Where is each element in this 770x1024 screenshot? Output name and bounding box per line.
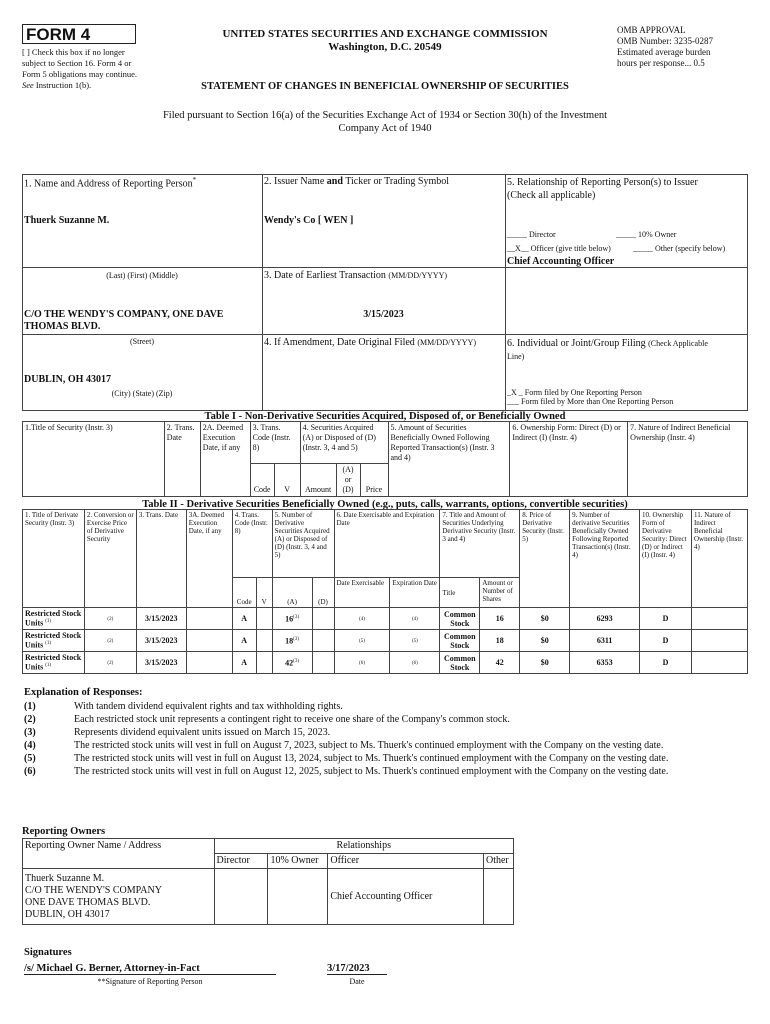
t2-cell-title: [440, 630, 480, 652]
box2-label-post: Ticker or Trading Symbol: [345, 176, 450, 187]
t2-cell-exp: [390, 652, 440, 674]
box6-label-hint: (Check Applicable: [648, 339, 708, 348]
box6-label: [507, 337, 745, 363]
t2-code: A: [241, 635, 248, 645]
t2-owned: 6293: [596, 613, 613, 623]
t1-sub-aord: (A) or (D): [336, 464, 360, 497]
ten-pct-check: _____ 10% Owner: [616, 230, 677, 239]
t2-exer-footnote: (5): [359, 638, 365, 644]
table2-title: Table II - Derivative Securities Beneficially Owned (e.g., puts, calls, warrants, options, convertible securities): [142, 499, 628, 510]
t2-title: Common Stock: [444, 631, 476, 650]
reporting-owners-table: [22, 838, 514, 925]
check-box-instr: Instruction 1(b).: [35, 80, 92, 90]
t2-col-form: 10. Ownership Form of Derivative Security: Direct (D) or Indirect (I) (Instr. 4): [640, 510, 692, 608]
t2-cell-d: [312, 608, 334, 630]
t2-col-number: 5. Number of Derivative Securities Acquired (A) or Disposed of (D) (Instr. 3, 4 and 5): [272, 510, 334, 578]
footnote-number: (1): [24, 701, 36, 712]
t2-cell-date: [136, 652, 186, 674]
t2-date: 3/15/2023: [145, 635, 178, 645]
officer-check: __X__ Officer (give title below): [507, 244, 611, 253]
footnote-text: The restricted stock units will vest in full on August 12, 2025, subject to Ms. Thuerk's continued employment with the Company on the vesting date.: [74, 766, 669, 777]
t1-col-date: 2. Trans. Date: [164, 422, 200, 497]
t2-cell-amount: [480, 630, 520, 652]
t2-col-underlying: 7. Title and Amount of Securities Underlying Derivative Security (Instr. 3 and 4): [440, 510, 520, 578]
signature-date: 3/17/2023: [327, 963, 387, 975]
t2-cell-d: [312, 652, 334, 674]
signer-caption: **Signature of Reporting Person: [97, 977, 203, 986]
t2-cell-exer: [334, 608, 390, 630]
t2-cell-form: [640, 652, 692, 674]
t2-sub-code: Code: [232, 578, 256, 608]
t2-cell-conv: [84, 652, 136, 674]
form-title: FORM 4: [22, 24, 136, 44]
t2-sub-d: (D): [312, 578, 334, 608]
box2-label: [264, 176, 449, 187]
t2-col-code: 4. Trans. Code (Instr. 8): [232, 510, 272, 578]
footnote-number: (6): [24, 766, 36, 777]
box3-label-text: 3. Date of Earliest Transaction: [264, 270, 386, 281]
t2-price: $0: [540, 635, 549, 645]
table1-title: Table I - Non-Derivative Securities Acquired, Disposed of, or Beneficially Owned: [204, 411, 566, 422]
t2-cell-amount: [480, 652, 520, 674]
t2-price: $0: [540, 613, 549, 623]
footnote-text: The restricted stock units will vest in full on August 13, 2024, subject to Ms. Thuerk's continued employment with the Company on the vesting date.: [74, 753, 669, 764]
t1-sub-price: Price: [360, 464, 388, 497]
box4-label-text: 4. If Amendment, Date Original Filed: [264, 337, 415, 348]
omb-burden: Estimated average burden: [617, 47, 711, 57]
box2-label-and: and: [326, 176, 343, 187]
ro-other-cell: [483, 869, 513, 925]
ro-col-officer: Officer: [328, 854, 484, 869]
explanations-heading: Explanation of Responses:: [24, 687, 143, 698]
reporting-person-street: C/O THE WENDY'S COMPANY, ONE DAVE THOMAS BLVD.: [24, 309, 224, 332]
t2-col-exercise: 6. Date Exercisable and Expiration Date: [334, 510, 440, 578]
t2-security-footnote: (1): [45, 640, 52, 646]
t2-col-date: 3. Trans. Date: [136, 510, 186, 608]
ro-owner-line3: ONE DAVE THOMAS BLVD.: [25, 896, 151, 908]
ro-col-director: Director: [214, 854, 268, 869]
t1-col-code: 3. Trans. Code (Instr. 8): [250, 422, 300, 464]
statement-title: STATEMENT OF CHANGES IN BENEFICIAL OWNERSHIP OF SECURITIES: [201, 81, 569, 92]
reporting-person-city: DUBLIN, OH 43017: [24, 374, 111, 385]
t2-amount: 16: [495, 613, 504, 623]
list-item: [24, 726, 746, 739]
signatures-heading: Signatures: [24, 947, 72, 958]
t1-col-title: 1.Title of Security (Instr. 3): [23, 422, 165, 497]
t2-cell-owned: [570, 652, 640, 674]
t2-form: D: [662, 657, 669, 667]
t2-cell-title: [440, 608, 480, 630]
footnote-text: Represents dividend equivalent units issued on March 15, 2023.: [74, 727, 331, 738]
t2-col-nature: 11. Nature of Indirect Beneficial Ownership (Instr. 4): [691, 510, 747, 608]
t2-amount-acquired: 42: [285, 658, 294, 668]
filing-option-group: ___ Form filed by More than One Reporting Person: [507, 397, 674, 406]
t2-exer-footnote: (6): [359, 660, 365, 666]
filed-pursuant: Filed pursuant to Section 16(a) of the Securities Exchange Act of 1934 or Section 30(h) of the Investment Company Act of 1940: [162, 110, 608, 134]
t2-date: 3/15/2023: [145, 613, 178, 623]
t2-cell-v: [256, 652, 272, 674]
t2-security-footnote: (1): [45, 662, 52, 668]
t2-exp-footnote: (6): [411, 660, 418, 666]
t2-cell-price: [520, 652, 570, 674]
signer-name: /s/ Michael G. Berner, Attorney-in-Fact: [24, 963, 276, 975]
footnote-text: The restricted stock units will vest in full on August 7, 2023, subject to Ms. Thuerk's continued employment with the Company on the vesting date.: [74, 740, 664, 751]
t2-security-footnote: (1): [45, 618, 52, 624]
t2-exp-footnote: (5): [411, 638, 418, 644]
street-hint: (Street): [130, 337, 154, 346]
t2-conv-footnote: (2): [107, 660, 114, 666]
t1-sub-amount: Amount: [300, 464, 336, 497]
t2-amount: 18: [495, 635, 504, 645]
t2-title: Common Stock: [444, 609, 476, 628]
box5-label-sub: (Check all applicable): [507, 190, 596, 201]
other-check: _____ Other (specify below): [633, 244, 726, 253]
t2-cell-form: [640, 608, 692, 630]
t2-cell-owned: [570, 608, 640, 630]
t2-amount: 42: [495, 657, 504, 667]
box2-label-pre: 2. Issuer Name: [264, 176, 325, 187]
box3-label-hint: (MM/DD/YYYY): [388, 271, 448, 280]
t2-security-name: Restricted Stock Units: [25, 630, 82, 650]
footnote-text: With tandem dividend equivalent rights and tax withholding rights.: [74, 701, 343, 712]
officer-title: Chief Accounting Officer: [507, 256, 615, 267]
t2-conv-footnote: (2): [107, 638, 114, 644]
t2-cell-date: [136, 630, 186, 652]
ro-col-name: Reporting Owner Name / Address: [23, 839, 215, 869]
table2-body: [23, 608, 748, 674]
box6-label-line: Line): [507, 352, 525, 361]
t2-cell-deemed: [186, 608, 232, 630]
t2-security-name: Restricted Stock Units: [25, 652, 82, 672]
t2-date: 3/15/2023: [145, 657, 178, 667]
ro-col-other: Other: [483, 854, 513, 869]
t2-sub-amount: Amount or Number of Shares: [480, 578, 520, 608]
t2-cell-a: [272, 630, 312, 652]
box3-label: [264, 270, 447, 281]
omb-hours: hours per response... 0.5: [617, 58, 705, 68]
box4-label: [264, 337, 476, 348]
omb-box: [617, 25, 757, 69]
t2-owned: 6353: [596, 657, 613, 667]
box1-label: [24, 176, 196, 189]
list-item: [24, 700, 746, 713]
t1-col-deemed: 2A. Deemed Execution Date, if any: [200, 422, 250, 497]
ro-owner-line2: C/O THE WENDY'S COMPANY: [25, 884, 162, 896]
t2-cell-sec: [23, 652, 85, 674]
footnote-number: (4): [24, 740, 36, 751]
box4-label-hint: (MM/DD/YYYY): [417, 338, 476, 347]
t2-cell-form: [640, 630, 692, 652]
omb-number: OMB Number: 3235-0287: [617, 36, 713, 46]
t2-sub-a: (A): [272, 578, 312, 608]
check-box-see: See: [22, 80, 34, 90]
box5-label-text: 5. Relationship of Reporting Person(s) to Issuer: [507, 177, 698, 188]
t1-col-nature: 7. Nature of Indirect Beneficial Ownership (Instr. 4): [628, 422, 748, 497]
box6-label-text: 6. Individual or Joint/Group Filing: [507, 338, 646, 349]
t1-sub-v: V: [274, 464, 300, 497]
t2-form: D: [662, 613, 669, 623]
explanations-list: [24, 700, 746, 778]
ro-owner-line1: Thuerk Suzanne M.: [25, 872, 105, 884]
t2-exp-footnote: (4): [411, 616, 418, 622]
director-check: _____ Director: [507, 230, 556, 239]
ro-col-relationships: Relationships: [214, 839, 513, 854]
footnote-number: (5): [24, 753, 36, 764]
t2-col-owned: 9. Number of derivative Securities Beneficially Owned Following Reported Transaction(s) (Instr. 4): [570, 510, 640, 608]
t1-col-acquired: 4. Securities Acquired (A) or Disposed of (D) (Instr. 3, 4 and 5): [300, 422, 388, 464]
t2-owned: 6311: [596, 635, 613, 645]
footnote-number: (2): [24, 714, 36, 725]
t2-sub-title: Title: [440, 578, 480, 608]
omb-approval: OMB APPROVAL: [617, 25, 686, 35]
t2-cell-a: [272, 608, 312, 630]
table-row: [23, 652, 748, 674]
t2-cell-code: [232, 630, 256, 652]
t2-col-title: 1. Title of Derivate Security (Instr. 3): [23, 510, 85, 608]
t2-conv-footnote: (2): [107, 616, 114, 622]
filing-option-one: _X _ Form filed by One Reporting Person: [507, 388, 642, 397]
t2-cell-v: [256, 608, 272, 630]
t2-cell-amount: [480, 608, 520, 630]
t2-amount-footnote: (3): [293, 614, 299, 620]
t2-cell-exer: [334, 630, 390, 652]
t2-cell-deemed: [186, 652, 232, 674]
box5-label: [507, 176, 745, 202]
check-box-notice: [22, 47, 150, 91]
t2-cell-d: [312, 630, 334, 652]
date-caption: Date: [349, 977, 365, 986]
t2-col-price: 8. Price of Derivative Security (Instr. 5): [520, 510, 570, 608]
t2-amount-footnote: (3): [293, 636, 299, 642]
t1-col-form: 6. Ownership Form: Direct (D) or Indirect (I) (Instr. 4): [510, 422, 628, 497]
table1: [22, 421, 748, 497]
t2-cell-code: [232, 652, 256, 674]
t2-cell-sec: [23, 630, 85, 652]
t2-col-conv: 2. Conversion or Exercise Price of Derivative Security: [84, 510, 136, 608]
t2-sub-expiration: Expiration Date: [390, 578, 440, 608]
earliest-transaction-date: 3/15/2023: [363, 309, 404, 320]
t1-sub-code: Code: [250, 464, 274, 497]
t2-cell-date: [136, 608, 186, 630]
t2-sub-exercisable: Date Exercisable: [334, 578, 390, 608]
t2-cell-a: [272, 652, 312, 674]
t2-amount-footnote: (3): [293, 658, 299, 664]
filer-info-grid: [22, 174, 748, 411]
reporting-person-name: Thuerk Suzanne M.: [24, 215, 110, 226]
ro-director-cell: [214, 869, 268, 925]
table-row: [23, 608, 748, 630]
t2-cell-code: [232, 608, 256, 630]
t2-cell-exp: [390, 630, 440, 652]
t2-code: A: [241, 657, 248, 667]
t2-cell-conv: [84, 608, 136, 630]
check-box-text: [ ] Check this box if no longer subject to Section 16. Form 4 or Form 5 obligations may continue.: [22, 47, 137, 79]
list-item: [24, 713, 746, 726]
ro-col-ten: 10% Owner: [268, 854, 328, 869]
t2-code: A: [241, 613, 248, 623]
t2-cell-owned: [570, 630, 640, 652]
t2-cell-price: [520, 630, 570, 652]
ro-owner-line4: DUBLIN, OH 43017: [25, 908, 110, 920]
list-item: [24, 739, 746, 752]
t2-cell-nature: [691, 608, 747, 630]
t2-cell-nature: [691, 652, 747, 674]
t2-amount-acquired: 18: [285, 636, 294, 646]
name-hint: (Last) (First) (Middle): [106, 271, 178, 280]
t2-amount-acquired: 16: [285, 614, 294, 624]
t2-cell-sec: [23, 608, 85, 630]
t2-col-deemed: 3A. Deemed Execution Date, if any: [186, 510, 232, 608]
footnote-number: (3): [24, 727, 36, 738]
t2-exer-footnote: (4): [359, 616, 365, 622]
box1-star: *: [192, 176, 197, 184]
t2-cell-nature: [691, 630, 747, 652]
t2-cell-v: [256, 630, 272, 652]
t2-form: D: [662, 635, 669, 645]
list-item: [24, 765, 746, 778]
t2-title: Common Stock: [444, 653, 476, 672]
t2-cell-price: [520, 608, 570, 630]
t2-price: $0: [540, 657, 549, 667]
t2-security-name: Restricted Stock Units: [25, 608, 82, 628]
t2-cell-title: [440, 652, 480, 674]
t2-cell-deemed: [186, 630, 232, 652]
ro-officer-cell: Chief Accounting Officer: [328, 869, 484, 925]
t2-cell-exp: [390, 608, 440, 630]
agency-name: UNITED STATES SECURITIES AND EXCHANGE COMMISSION: [222, 28, 548, 40]
agency-location: Washington, D.C. 20549: [328, 41, 442, 53]
t2-cell-conv: [84, 630, 136, 652]
city-hint: (City) (State) (Zip): [111, 389, 173, 398]
issuer-name: Wendy's Co [ WEN ]: [264, 215, 354, 226]
box1-label-text: 1. Name and Address of Reporting Person: [24, 178, 193, 190]
table-row: [23, 630, 748, 652]
table2: [22, 509, 748, 674]
footnote-text: Each restricted stock unit represents a contingent right to receive one share of the Company's common stock.: [74, 714, 510, 725]
t2-cell-exer: [334, 652, 390, 674]
list-item: [24, 752, 746, 765]
reporting-owners-heading: Reporting Owners: [22, 826, 106, 837]
ro-ten-cell: [268, 869, 328, 925]
t2-sub-v: V: [256, 578, 272, 608]
ro-owner: [23, 869, 215, 925]
t1-col-owned: 5. Amount of Securities Beneficially Owned Following Reported Transaction(s) (Instr. 3 and 4): [388, 422, 510, 497]
